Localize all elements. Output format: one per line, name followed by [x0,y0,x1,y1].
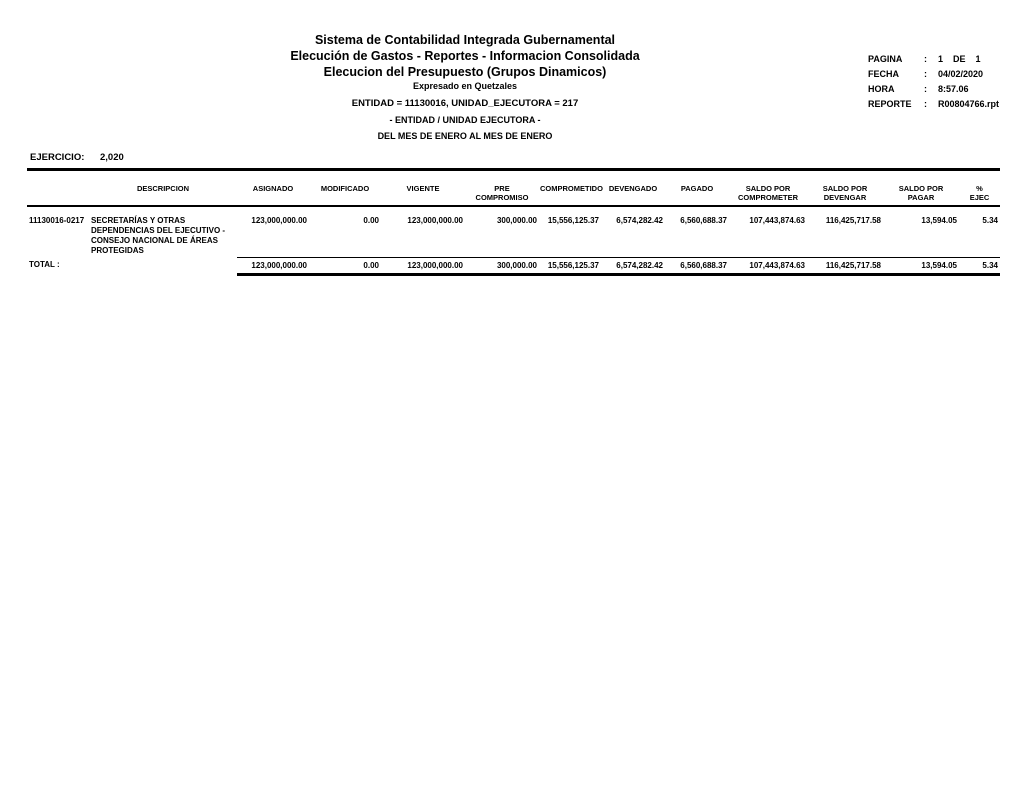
col-header-saldo-devengar: SALDO POR DEVENGAR [807,180,883,206]
report-title-line1: Sistema de Contabilidad Integrada Gubernamental [314,33,616,47]
fecha-value: 04/02/2020 [938,69,984,79]
total-devengado: 6,574,282.42 [601,257,665,274]
total-vigente: 123,000,000.00 [381,257,465,274]
report-group-line: - ENTIDAD / UNIDAD EJECUTORA - [389,115,541,125]
col-header-descripcion: DESCRIPCION [89,180,237,206]
col-header-pre-compromiso: PRE COMPROMISO [465,180,539,206]
cell-devengado: 6,574,282.42 [616,216,663,225]
cell-pagado: 6,560,688.37 [680,216,727,225]
total-saldo-devengar: 116,425,717.58 [807,257,883,274]
cell-vigente: 123,000,000.00 [407,216,463,225]
hora-separator: : [924,84,927,94]
cell-asignado: 123,000,000.00 [251,216,307,225]
total-label: TOTAL : [29,260,60,269]
cell-saldo-comprometer: 107,443,874.63 [749,216,805,225]
pagina-separator: : [924,54,927,64]
col-header-pct-ejec: % EJEC [959,180,1000,206]
pagina-value: 1 DE 1 [938,54,981,64]
col-header-code [27,180,89,206]
col-header-vigente: VIGENTE [381,180,465,206]
meta-row-hora [868,84,1018,94]
col-header-devengado: DEVENGADO [601,180,665,206]
total-saldo-comprometer: 107,443,874.63 [729,257,807,274]
fecha-label: FECHA [868,69,899,79]
table-total-row [27,257,1000,274]
cell-comprometido: 15,556,125.37 [547,216,599,225]
cell-pct-ejec: 5.34 [982,216,998,225]
reporte-label: REPORTE [868,99,912,109]
report-meta-block [868,54,1018,114]
col-header-pagado: PAGADO [665,180,729,206]
total-asignado: 123,000,000.00 [237,257,309,274]
cell-description: SECRETARÍAS Y OTRAS DEPENDENCIAS DEL EJECUTIVO - CONSEJO NACIONAL DE ÁREAS PROTEGIDAS [91,216,226,255]
col-header-asignado: ASIGNADO [237,180,309,206]
header-divider-rule [27,168,1000,171]
total-comprometido: 15,556,125.37 [539,257,601,274]
total-modificado: 0.00 [309,257,381,274]
reporte-separator: : [924,99,927,109]
report-entity-line: ENTIDAD = 11130016, UNIDAD_EJECUTORA = 217 [351,98,579,109]
meta-row-fecha [868,69,1018,79]
cell-saldo-devengar: 116,425,717.58 [825,216,881,225]
col-header-saldo-comprometer: SALDO POR COMPROMETER [729,180,807,206]
ejercicio-label: EJERCICIO: [30,152,85,163]
report-title-line2: Elecución de Gastos - Reportes - Informacion Consolidada [290,49,640,63]
hora-value: 8:57.06 [938,84,969,94]
report-currency-note: Expresado en Quetzales [412,81,518,91]
reporte-value: R00804766.rpt [938,99,1000,109]
ejercicio-row [30,152,124,163]
report-title-line3: Elecucion del Presupuesto (Grupos Dinamicos) [323,65,607,79]
table-header-row [27,180,1000,206]
col-header-saldo-pagar: SALDO POR PAGAR [883,180,959,206]
cell-modificado: 0.00 [363,216,379,225]
fecha-separator: : [924,69,927,79]
budget-table [27,180,1000,276]
meta-row-pagina [868,54,1018,64]
total-pct-ejec: 5.34 [959,257,1000,274]
total-description-empty [89,257,237,274]
cell-pre-compromiso: 300,000.00 [496,216,537,225]
total-pagado: 6,560,688.37 [665,257,729,274]
report-period-line: DEL MES DE ENERO AL MES DE ENERO [377,131,553,141]
meta-row-reporte [868,99,1018,109]
col-header-modificado: MODIFICADO [309,180,381,206]
report-title-block [150,32,780,143]
total-saldo-pagar: 13,594.05 [883,257,959,274]
cell-saldo-pagar: 13,594.05 [921,216,957,225]
pagina-label: PAGINA [868,54,903,64]
cell-code: 11130016-0217 [29,216,85,225]
total-pre-compromiso: 300,000.00 [465,257,539,274]
table-row [27,206,1000,257]
ejercicio-value: 2,020 [100,152,124,163]
hora-label: HORA [868,84,895,94]
col-header-comprometido: COMPROMETIDO [539,180,601,206]
